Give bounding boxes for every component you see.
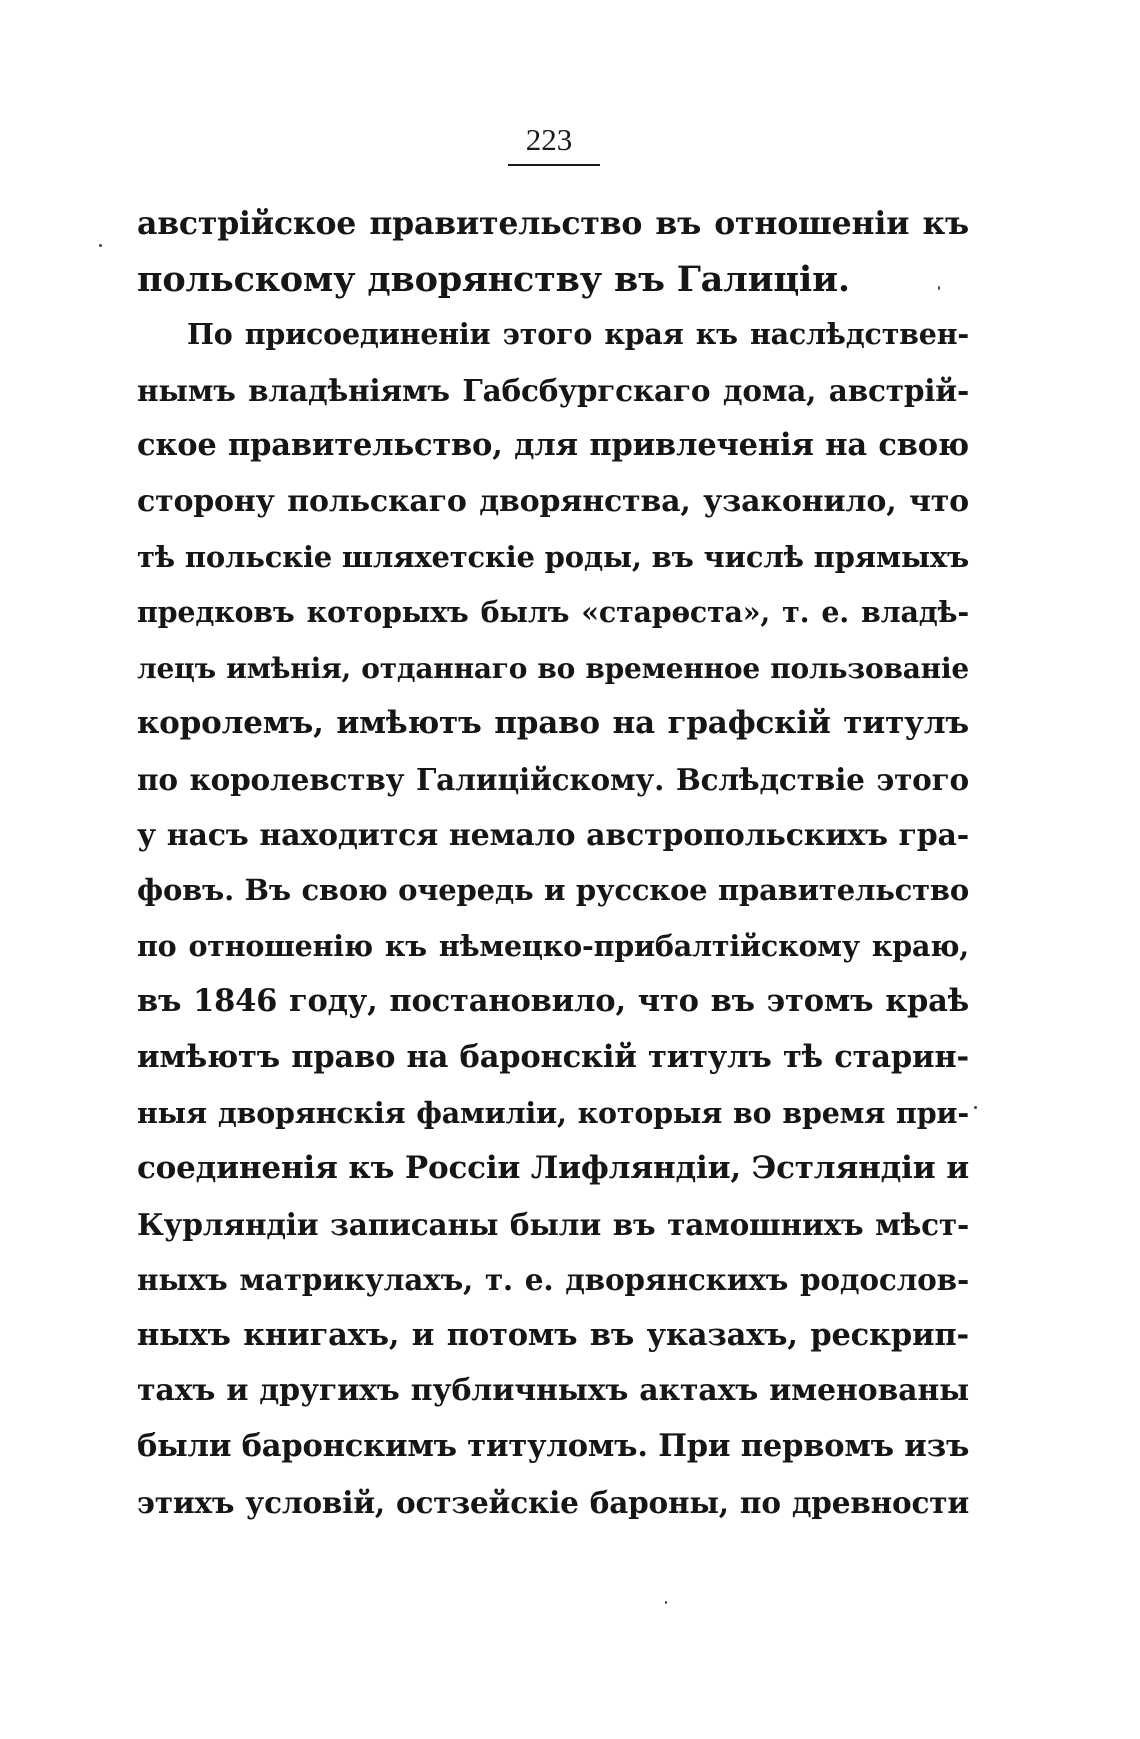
paragraph-first-line: По присоединеніи этого края къ наслѣдствен- [187, 317, 969, 352]
scan-speck [938, 286, 940, 290]
text-line: Курляндіи записаны были въ тамошнихъ мѣст- [137, 1206, 969, 1242]
text-line: этихъ условій, остзейскіе бароны, по древности [137, 1484, 969, 1520]
text-line: ныхъ матрикулахъ, т. е. дворянскихъ родослов- [137, 1262, 969, 1298]
header-rule [508, 164, 600, 166]
text-line: австрійское правительство въ отношеніи къ [137, 205, 969, 242]
text-line: у насъ находится немало австропольскихъ гра- [137, 817, 969, 853]
text-line: по отношенію къ нѣмецко-прибалтійскому краю, [137, 928, 969, 963]
body-text [137, 196, 969, 1530]
text-line: тѣ польскіе шляхетскіе роды, въ числѣ прямыхъ [137, 539, 969, 574]
text-line: предковъ которыхъ былъ «старѳста», т. е. владѣ- [137, 595, 969, 630]
text-line: ныхъ книгахъ, и потомъ въ указахъ, рескрип- [137, 1316, 969, 1353]
text-line: сторону польскаго дворянства, узаконило, что [137, 483, 969, 519]
text-line: по королевству Галиційскому. Вслѣдствіе этого [137, 761, 969, 797]
text-line: соединенія къ Россіи Лифляндіи, Эстляндіи и [137, 1150, 969, 1187]
text-line: королемъ, имѣютъ право на графскій титулъ [137, 705, 969, 742]
text-line: ныя дворянскія фамиліи, которыя во время при- [137, 1095, 969, 1130]
text-line: польскому дворянству въ Галиціи. [137, 258, 850, 300]
text-line: были баронскимъ титуломъ. При первомъ изъ [137, 1428, 969, 1465]
text-line: фовъ. Въ свою очередь и русское правительство [137, 873, 969, 908]
text-line: тахъ и другихъ публичныхъ актахъ именованы [137, 1373, 969, 1409]
scan-speck [99, 244, 102, 247]
page-number: 223 [525, 122, 573, 157]
text-line: ское правительство, для привлеченія на свою [137, 427, 969, 464]
text-line: лецъ имѣнія, отданнаго во временное пользованіе [137, 651, 969, 685]
text-line: нымъ владѣніямъ Габсбургскаго дома, австрій- [137, 372, 969, 408]
text-line: въ 1846 году, постановило, что въ этомъ краѣ [137, 983, 969, 1020]
scan-speck [974, 1106, 977, 1109]
text-line: имѣютъ право на баронскій титулъ тѣ старин- [137, 1038, 969, 1075]
scan-speck [665, 1601, 667, 1604]
